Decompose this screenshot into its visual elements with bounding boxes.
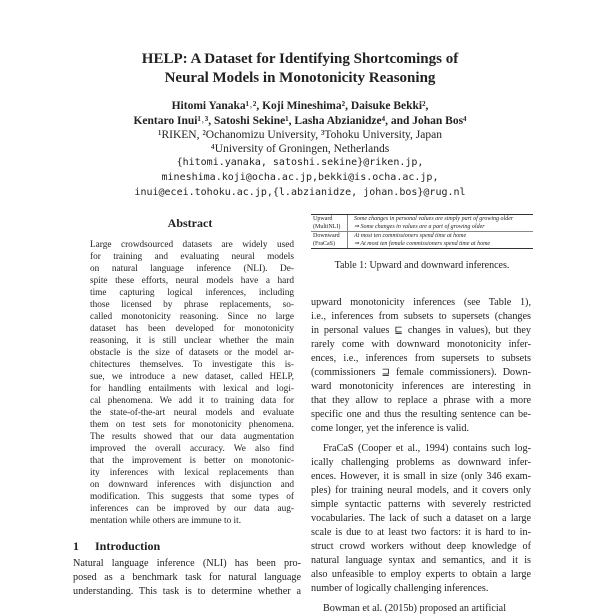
- paragraph-line: ward monotonicity inferences are interesting in: [311, 381, 531, 392]
- abstract-line: improved the overall accuracy. We also find: [90, 444, 294, 454]
- table-1: [311, 214, 533, 249]
- table-cell-example: Some changes in personal values are simply part of growing older: [347, 215, 533, 223]
- abstract-heading: Abstract: [167, 216, 213, 230]
- abstract-line: the state-of-the-art neural models and evaluate: [90, 408, 294, 418]
- paragraph-line: upward monotonicity inferences (see Table 1),: [311, 297, 531, 308]
- abstract-line: inferences can be improved by our data aug-: [90, 504, 294, 514]
- paragraph-line: ples) for training neural models, and it covers only: [311, 485, 531, 496]
- table-cell-type: Downward: [313, 233, 340, 239]
- table-caption: Table 1: Upward and downward inferences.: [334, 260, 510, 271]
- abstract-line: spite these efforts, neural models have a hard: [90, 276, 294, 286]
- affiliations-line-1: ¹RIKEN, ²Ochanomizu University, ³Tohoku University, Japan: [158, 129, 442, 141]
- authors-line-2: Kentaro Inui¹˒³, Satoshi Sekine¹, Lasha Abzianidze⁴, and Johan Bos⁴: [133, 115, 467, 127]
- paragraph-line: ences. However, it is small in size (only 346 exam-: [311, 471, 531, 482]
- paragraph-line: also unfeasible to employ experts to obtain a large: [311, 569, 531, 580]
- introduction-body: [73, 557, 301, 599]
- paragraph-line: Bowman et al. (2015b) proposed an artificial: [323, 603, 507, 614]
- abstract-line: chitectures themselves. To investigate this is-: [90, 360, 294, 370]
- paragraph-line: ences, i.e., inferences from supersets to subsets: [311, 353, 531, 364]
- intro-line: Natural language inference (NLI) has been pro-: [73, 558, 301, 569]
- intro-line: understanding. This task is to determine whether a: [73, 586, 301, 597]
- paragraph-line: simple syntactic patterns with severely restricted: [311, 499, 531, 510]
- abstract-line: for training and evaluating neural models: [90, 252, 294, 262]
- table-cell-example: ⇒ Some changes in values are a part of growing older: [347, 223, 533, 231]
- emails-line-3: inui@ecei.tohoku.ac.jp,{l.abzianidze, johan.bos}@rug.nl: [134, 187, 466, 198]
- table-row: [311, 240, 533, 248]
- abstract-line: on natural language inference (NLI). De-: [90, 264, 294, 274]
- table-cell-example: ⇒ At most ten female commissioners spend time at home: [347, 240, 533, 248]
- section-heading: [73, 539, 160, 554]
- paragraph-line: i.e., inferences from subsets to supersets (changes: [311, 311, 531, 322]
- abstract-line: that the improvement is better on monotonic-: [90, 456, 294, 466]
- table-row: [311, 232, 533, 240]
- paragraph-line: in personal values ⊑ changes in values), but they: [311, 325, 531, 336]
- table-cell-type: Upward: [313, 216, 333, 222]
- abstract-line: them on test sets for monotonicity phenomena.: [90, 420, 294, 430]
- abstract-line: dataset has been developed for monotonicity: [90, 324, 294, 334]
- abstract-line: sue, we introduce a new dataset, called HELP,: [90, 372, 294, 382]
- section-number: 1: [73, 539, 79, 553]
- emails-line-1: {hitomi.yanaka, satoshi.sekine}@riken.jp,: [176, 157, 424, 168]
- abstract-body: [90, 239, 294, 527]
- paragraph-line: natural language syntax and semantics, and it is: [311, 555, 531, 566]
- abstract-line: cal phenomena. We add it to training data for: [90, 396, 294, 406]
- abstract-line: reasoning, it is still unclear whether the main: [90, 336, 294, 346]
- abstract-line: Large crowdsourced datasets are widely used: [90, 240, 294, 250]
- abstract-line: mentation while others are immune to it.: [90, 516, 242, 526]
- table-row: [311, 215, 533, 223]
- table-cell-example: At most ten commissioners spend time at home: [347, 232, 533, 240]
- abstract-line: obstacle is the size of datasets or the model ar-: [90, 348, 294, 358]
- abstract-line: on downward inferences with disjunction and: [90, 480, 294, 490]
- abstract-line: those licensed by phrase replacements, so-: [90, 300, 294, 310]
- right-column-body: [311, 296, 531, 616]
- paragraph-line: number of logically challenging inferences.: [311, 583, 489, 594]
- paragraph-line: (commissioners ⊒ female commissioners). Down-: [311, 367, 531, 378]
- paragraph-line: scale is due to at least two factors: it is hard to in-: [311, 527, 531, 538]
- paragraph-line: ically challenging problems as downward infer-: [311, 457, 531, 468]
- section-title: Introduction: [95, 539, 161, 553]
- paragraph-line: specific one and thus the resulting sentence can be-: [311, 409, 531, 420]
- paragraph-line: rarely come with downward monotonicity infer-: [311, 339, 531, 350]
- abstract-line: time capturing logical inferences, including: [90, 288, 294, 298]
- emails-line-2: mineshima.koji@ocha.ac.jp,bekki@is.ocha.ac.jp,: [161, 172, 439, 183]
- abstract-line: for handling entailments with lexical and logi-: [90, 384, 294, 394]
- table-cell-type: (MultiNLI): [313, 224, 341, 230]
- intro-line: posed as a benchmark task for natural language: [73, 572, 301, 583]
- table-cell-type: (FraCaS): [313, 241, 335, 247]
- paper-title-line-2: Neural Models in Monotonicity Reasoning: [164, 70, 436, 86]
- table-row: [311, 223, 533, 232]
- authors-line-1: Hitomi Yanaka¹˒², Koji Mineshima², Daisuke Bekki²,: [171, 100, 429, 112]
- paragraph-line: struct crowd workers without deep knowledge of: [311, 541, 531, 552]
- abstract-line: modification. This suggests that some types of: [90, 492, 294, 502]
- paragraph-line: vocabularies. The lack of such a dataset on a large: [311, 513, 531, 524]
- abstract-line: called monotonicity reasoning. Since no large: [90, 312, 294, 322]
- affiliations-line-2: ⁴University of Groningen, Netherlands: [210, 143, 390, 155]
- abstract-line: ity inferences with lexical replacements than: [90, 468, 294, 478]
- paper-title-line-1: HELP: A Dataset for Identifying Shortcomings of: [141, 51, 459, 67]
- paragraph-line: FraCaS (Cooper et al., 1994) contains such log-: [323, 443, 531, 454]
- abstract-line: The results showed that our data augmentation: [90, 432, 294, 442]
- paragraph-line: that they allow to replace a phrase with a more: [311, 395, 531, 406]
- paragraph-line: come longer, yet the inference is valid.: [311, 423, 470, 434]
